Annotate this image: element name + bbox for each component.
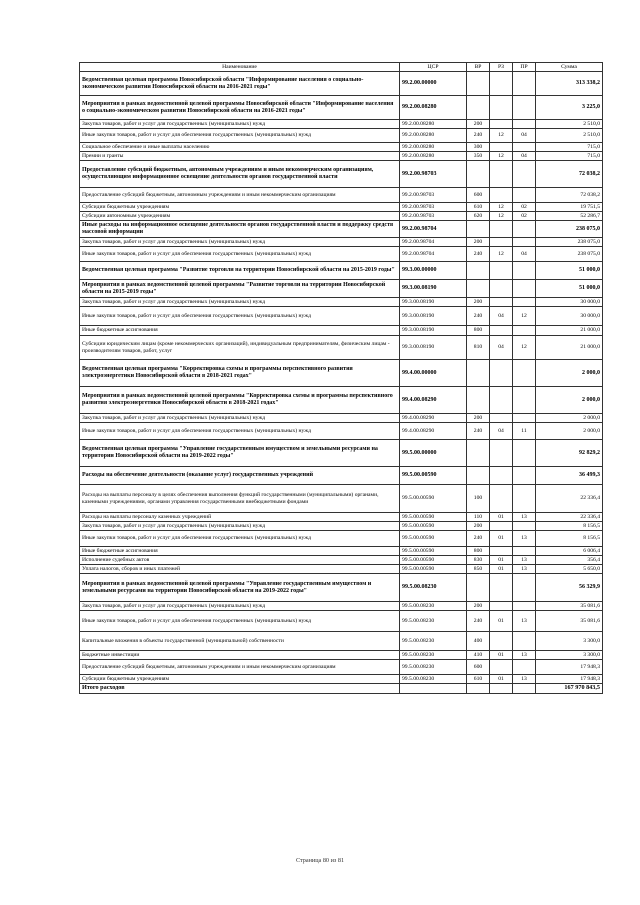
table-row bbox=[80, 96, 603, 120]
cell-name: Субсидии бюджетным учреждениям bbox=[80, 203, 400, 212]
cell-pr bbox=[513, 72, 536, 96]
table-row bbox=[80, 387, 603, 414]
cell-rz bbox=[490, 632, 513, 651]
cell-csr: 99.3.00.08190 bbox=[400, 298, 467, 307]
cell-vr bbox=[467, 440, 490, 467]
cell-csr: 99.5.00.00590 bbox=[400, 547, 467, 556]
cell-name: Исполнение судебных актов bbox=[80, 556, 400, 565]
cell-sum: 715,0 bbox=[536, 152, 603, 161]
cell-csr: 99.5.00.08230 bbox=[400, 651, 467, 660]
cell-sum: 30 000,0 bbox=[536, 307, 603, 326]
cell-rz bbox=[490, 485, 513, 513]
table-row bbox=[80, 414, 603, 423]
cell-sum: 22 336,4 bbox=[536, 513, 603, 522]
table-row bbox=[80, 212, 603, 221]
cell-csr: 99.2.00.98704 bbox=[400, 238, 467, 247]
header-pr: ПР bbox=[513, 63, 536, 72]
cell-rz: 04 bbox=[490, 423, 513, 440]
cell-name: Социальное обеспечение и иные выплаты населению bbox=[80, 143, 400, 152]
cell-sum: 17 948,3 bbox=[536, 675, 603, 684]
cell-sum: 92 829,2 bbox=[536, 440, 603, 467]
cell-name: Иные расходы на информационное освещение деятельности органов государственной власти и поддержку средств массовой информации bbox=[80, 221, 400, 238]
cell-sum: 2 510,0 bbox=[536, 129, 603, 143]
cell-sum: 22 336,4 bbox=[536, 485, 603, 513]
cell-pr: 11 bbox=[513, 423, 536, 440]
cell-name: Закупка товаров, работ и услуг для государственных (муниципальных) нужд bbox=[80, 238, 400, 247]
cell-name: Закупка товаров, работ и услуг для государственных (муниципальных) нужд bbox=[80, 602, 400, 611]
cell-name: Иные закупки товаров, работ и услуг для обеспечения государственных (муниципальных) нужд bbox=[80, 423, 400, 440]
table-row bbox=[80, 547, 603, 556]
cell-pr bbox=[513, 326, 536, 336]
cell-pr bbox=[513, 96, 536, 120]
table-row bbox=[80, 632, 603, 651]
cell-pr: 13 bbox=[513, 513, 536, 522]
cell-csr: 99.2.00.08280 bbox=[400, 129, 467, 143]
cell-vr: 240 bbox=[467, 307, 490, 326]
table-row bbox=[80, 326, 603, 336]
cell-sum: 52 286,7 bbox=[536, 212, 603, 221]
table-row bbox=[80, 513, 603, 522]
cell-sum: 3 300,0 bbox=[536, 651, 603, 660]
cell-vr: 610 bbox=[467, 675, 490, 684]
table-row bbox=[80, 602, 603, 611]
cell-pr bbox=[513, 440, 536, 467]
cell-vr: 100 bbox=[467, 485, 490, 513]
cell-pr bbox=[513, 414, 536, 423]
cell-pr bbox=[513, 485, 536, 513]
table-row bbox=[80, 485, 603, 513]
total-label: Итого расходов bbox=[80, 684, 400, 694]
cell-vr: 240 bbox=[467, 247, 490, 262]
cell-vr bbox=[467, 387, 490, 414]
cell-sum: 2 000,0 bbox=[536, 414, 603, 423]
cell-csr: 99.5.00.00590 bbox=[400, 556, 467, 565]
table-row bbox=[80, 72, 603, 96]
cell-rz: 01 bbox=[490, 675, 513, 684]
cell-sum: 36 499,3 bbox=[536, 467, 603, 485]
cell-vr: 410 bbox=[467, 651, 490, 660]
cell-rz bbox=[490, 360, 513, 387]
table-row bbox=[80, 221, 603, 238]
total-sum: 167 970 843,5 bbox=[536, 684, 603, 694]
cell-rz bbox=[490, 120, 513, 129]
header-sum: Сумма bbox=[536, 63, 603, 72]
table-row bbox=[80, 203, 603, 212]
cell-name: Мероприятия в рамках ведомственной целевой программы "Управление государственным имуществом и земельными ресурсами на территории Новосибирской области на 2019-2022 годы" bbox=[80, 574, 400, 602]
table-row bbox=[80, 423, 603, 440]
cell-csr: 99.2.00.08280 bbox=[400, 143, 467, 152]
cell-csr: 99.3.00.08190 bbox=[400, 280, 467, 298]
cell-pr: 02 bbox=[513, 212, 536, 221]
cell-pr: 13 bbox=[513, 531, 536, 547]
cell-sum: 51 000,0 bbox=[536, 262, 603, 280]
cell-sum: 56 329,9 bbox=[536, 574, 603, 602]
cell-vr: 110 bbox=[467, 513, 490, 522]
cell-rz: 01 bbox=[490, 651, 513, 660]
cell-vr bbox=[467, 161, 490, 188]
cell-pr bbox=[513, 574, 536, 602]
cell-pr bbox=[513, 660, 536, 675]
cell-rz bbox=[490, 547, 513, 556]
cell-vr: 200 bbox=[467, 120, 490, 129]
cell-vr: 600 bbox=[467, 660, 490, 675]
cell-sum: 30 000,0 bbox=[536, 298, 603, 307]
cell-sum: 17 948,3 bbox=[536, 660, 603, 675]
header-vr: ВР bbox=[467, 63, 490, 72]
table-row bbox=[80, 307, 603, 326]
cell-sum: 19 751,5 bbox=[536, 203, 603, 212]
cell-rz bbox=[490, 72, 513, 96]
cell-rz bbox=[490, 238, 513, 247]
cell-name: Иные закупки товаров, работ и услуг для обеспечения государственных (муниципальных) нужд bbox=[80, 531, 400, 547]
cell-vr: 350 bbox=[467, 152, 490, 161]
table-row bbox=[80, 298, 603, 307]
cell-pr bbox=[513, 188, 536, 203]
cell-csr: 99.5.00.08230 bbox=[400, 602, 467, 611]
cell-sum: 35 081,6 bbox=[536, 611, 603, 632]
cell-rz: 12 bbox=[490, 129, 513, 143]
cell-sum: 6 006,4 bbox=[536, 547, 603, 556]
cell-csr: 99.2.00.98703 bbox=[400, 188, 467, 203]
cell-sum: 3 300,0 bbox=[536, 632, 603, 651]
table-header-row bbox=[80, 63, 603, 72]
table-row bbox=[80, 360, 603, 387]
cell-sum: 72 038,2 bbox=[536, 161, 603, 188]
cell-pr: 04 bbox=[513, 152, 536, 161]
cell-rz: 01 bbox=[490, 565, 513, 574]
cell-rz bbox=[490, 414, 513, 423]
cell-rz bbox=[490, 96, 513, 120]
cell-vr: 200 bbox=[467, 238, 490, 247]
table-row bbox=[80, 262, 603, 280]
cell-pr bbox=[513, 522, 536, 531]
cell-pr bbox=[513, 280, 536, 298]
cell-rz bbox=[490, 326, 513, 336]
cell-csr: 99.5.00.00590 bbox=[400, 531, 467, 547]
cell-name: Расходы на выплаты персоналу казенных учреждений bbox=[80, 513, 400, 522]
cell-name: Субсидии автономным учреждениям bbox=[80, 212, 400, 221]
cell-vr: 620 bbox=[467, 212, 490, 221]
table-row bbox=[80, 651, 603, 660]
cell-csr: 99.3.00.00000 bbox=[400, 262, 467, 280]
cell-sum: 35 081,6 bbox=[536, 602, 603, 611]
cell-pr: 12 bbox=[513, 336, 536, 360]
cell-vr: 400 bbox=[467, 632, 490, 651]
cell-sum: 51 000,0 bbox=[536, 280, 603, 298]
table-row bbox=[80, 336, 603, 360]
cell-name: Иные закупки товаров, работ и услуг для обеспечения государственных (муниципальных) нужд bbox=[80, 247, 400, 262]
cell-vr bbox=[467, 96, 490, 120]
cell-vr bbox=[467, 574, 490, 602]
cell-name: Премии и гранты bbox=[80, 152, 400, 161]
cell-name: Закупка товаров, работ и услуг для государственных (муниципальных) нужд bbox=[80, 298, 400, 307]
cell-pr bbox=[513, 387, 536, 414]
cell-csr: 99.2.00.00000 bbox=[400, 72, 467, 96]
table-row bbox=[80, 161, 603, 188]
cell-rz: 01 bbox=[490, 513, 513, 522]
table-row bbox=[80, 129, 603, 143]
cell-csr: 99.5.00.00000 bbox=[400, 440, 467, 467]
cell-vr bbox=[467, 262, 490, 280]
cell-pr: 12 bbox=[513, 307, 536, 326]
cell-vr bbox=[467, 72, 490, 96]
cell-csr: 99.4.00.08290 bbox=[400, 414, 467, 423]
cell-sum: 238 075,0 bbox=[536, 247, 603, 262]
cell-vr: 200 bbox=[467, 414, 490, 423]
cell-name: Закупка товаров, работ и услуг для государственных (муниципальных) нужд bbox=[80, 414, 400, 423]
cell-csr: 99.5.00.00590 bbox=[400, 565, 467, 574]
cell-csr: 99.2.00.98703 bbox=[400, 212, 467, 221]
cell-pr bbox=[513, 602, 536, 611]
cell-vr: 800 bbox=[467, 547, 490, 556]
cell-csr: 99.2.00.08280 bbox=[400, 120, 467, 129]
table-row bbox=[80, 660, 603, 675]
cell-vr: 850 bbox=[467, 565, 490, 574]
cell-pr bbox=[513, 161, 536, 188]
cell-sum: 313 338,2 bbox=[536, 72, 603, 96]
header-csr: ЦСР bbox=[400, 63, 467, 72]
cell-name: Капитальные вложения в объекты государственной (муниципальной) собственности bbox=[80, 632, 400, 651]
cell-vr: 200 bbox=[467, 298, 490, 307]
page-footer: Страница 80 из 81 bbox=[295, 857, 345, 864]
cell-name: Бюджетные инвестиции bbox=[80, 651, 400, 660]
cell-vr: 200 bbox=[467, 602, 490, 611]
cell-pr bbox=[513, 547, 536, 556]
table-row bbox=[80, 522, 603, 531]
cell-name: Предоставление субсидий бюджетным, автономным учреждениям и иным некоммерческим организациям bbox=[80, 188, 400, 203]
cell-pr bbox=[513, 143, 536, 152]
cell-pr bbox=[513, 360, 536, 387]
cell-csr: 99.3.00.08190 bbox=[400, 307, 467, 326]
total-row bbox=[80, 684, 603, 694]
cell-vr: 610 bbox=[467, 203, 490, 212]
cell-rz: 12 bbox=[490, 203, 513, 212]
cell-csr: 99.5.00.08230 bbox=[400, 632, 467, 651]
cell-name: Предоставление субсидий бюджетным, автономным учреждениям и иным некоммерческим организациям bbox=[80, 660, 400, 675]
table-row bbox=[80, 611, 603, 632]
cell-csr: 99.2.00.98704 bbox=[400, 221, 467, 238]
cell-pr bbox=[513, 298, 536, 307]
cell-rz bbox=[490, 574, 513, 602]
cell-rz bbox=[490, 143, 513, 152]
cell-sum: 238 075,0 bbox=[536, 221, 603, 238]
cell-rz: 04 bbox=[490, 307, 513, 326]
cell-name: Иные бюджетные ассигнования bbox=[80, 326, 400, 336]
cell-vr: 200 bbox=[467, 522, 490, 531]
cell-rz: 12 bbox=[490, 247, 513, 262]
cell-name: Мероприятия в рамках ведомственной целевой программы "Корректировка схемы и программы перспективного развития электроэнергетики Новосибирской области в 2018-2021 годах" bbox=[80, 387, 400, 414]
cell-rz: 04 bbox=[490, 336, 513, 360]
cell-sum: 3 225,0 bbox=[536, 96, 603, 120]
cell-name: Иные закупки товаров, работ и услуг для обеспечения государственных (муниципальных) нужд bbox=[80, 611, 400, 632]
budget-table bbox=[79, 62, 603, 694]
cell-csr: 99.2.00.98703 bbox=[400, 203, 467, 212]
cell-name: Закупка товаров, работ и услуг для государственных (муниципальных) нужд bbox=[80, 120, 400, 129]
cell-vr bbox=[467, 467, 490, 485]
cell-csr: 99.2.00.08280 bbox=[400, 96, 467, 120]
cell-rz bbox=[490, 440, 513, 467]
table-row bbox=[80, 440, 603, 467]
cell-pr bbox=[513, 221, 536, 238]
cell-csr: 99.4.00.08290 bbox=[400, 387, 467, 414]
cell-rz: 01 bbox=[490, 611, 513, 632]
cell-name: Субсидии юридическим лицам (кроме некоммерческих организаций), индивидуальным предпринимателям, физическим лицам - производителям товаров, работ, услуг bbox=[80, 336, 400, 360]
cell-rz: 12 bbox=[490, 152, 513, 161]
cell-sum: 21 000,0 bbox=[536, 336, 603, 360]
cell-vr: 810 bbox=[467, 336, 490, 360]
table-row bbox=[80, 143, 603, 152]
cell-name: Иные закупки товаров, работ и услуг для обеспечения государственных (муниципальных) нужд bbox=[80, 307, 400, 326]
cell-rz bbox=[490, 522, 513, 531]
table-row bbox=[80, 247, 603, 262]
cell-csr: 99.3.00.08190 bbox=[400, 336, 467, 360]
cell-sum: 2 000,0 bbox=[536, 423, 603, 440]
cell-pr bbox=[513, 467, 536, 485]
table-row bbox=[80, 188, 603, 203]
cell-pr: 04 bbox=[513, 129, 536, 143]
table-row bbox=[80, 531, 603, 547]
cell-name: Расходы на выплаты персоналу в целях обеспечения выполнения функций государственными (муниципальными) органами, казенными учреждениями, органами управления государственными внебюджетными фондами bbox=[80, 485, 400, 513]
cell-name: Расходы на обеспечение деятельности (оказание услуг) государственных учреждений bbox=[80, 467, 400, 485]
cell-sum: 2 000,0 bbox=[536, 387, 603, 414]
cell-sum: 5 650,0 bbox=[536, 565, 603, 574]
header-name: Наименование bbox=[80, 63, 400, 72]
cell-name: Ведомственная целевая программа "Развитие торговли на территории Новосибирской области на 2015-2019 годы" bbox=[80, 262, 400, 280]
cell-vr: 830 bbox=[467, 556, 490, 565]
cell-name: Закупка товаров, работ и услуг для государственных (муниципальных) нужд bbox=[80, 522, 400, 531]
table-row bbox=[80, 565, 603, 574]
table-row bbox=[80, 556, 603, 565]
cell-pr: 02 bbox=[513, 203, 536, 212]
header-rz: РЗ bbox=[490, 63, 513, 72]
cell-rz bbox=[490, 602, 513, 611]
table-row bbox=[80, 467, 603, 485]
cell-sum: 715,0 bbox=[536, 143, 603, 152]
cell-sum: 238 075,0 bbox=[536, 238, 603, 247]
cell-vr: 240 bbox=[467, 531, 490, 547]
cell-csr: 99.5.00.00590 bbox=[400, 513, 467, 522]
cell-name: Ведомственная целевая программа "Управление государственным имуществом и земельными ресурсами на территории Новосибирской области на 2019-2022 годы" bbox=[80, 440, 400, 467]
cell-csr: 99.4.00.08290 bbox=[400, 423, 467, 440]
cell-sum: 72 038,2 bbox=[536, 188, 603, 203]
cell-csr: 99.5.00.00590 bbox=[400, 467, 467, 485]
cell-sum: 2 510,0 bbox=[536, 120, 603, 129]
cell-rz bbox=[490, 280, 513, 298]
cell-rz bbox=[490, 660, 513, 675]
cell-rz: 01 bbox=[490, 556, 513, 565]
cell-rz bbox=[490, 262, 513, 280]
cell-pr bbox=[513, 632, 536, 651]
cell-pr: 13 bbox=[513, 675, 536, 684]
cell-sum: 2 000,0 bbox=[536, 360, 603, 387]
cell-vr: 800 bbox=[467, 326, 490, 336]
cell-rz bbox=[490, 298, 513, 307]
cell-pr: 13 bbox=[513, 556, 536, 565]
cell-vr bbox=[467, 360, 490, 387]
cell-pr bbox=[513, 120, 536, 129]
cell-pr: 04 bbox=[513, 247, 536, 262]
table-row bbox=[80, 152, 603, 161]
cell-rz bbox=[490, 161, 513, 188]
cell-vr: 300 bbox=[467, 143, 490, 152]
cell-name: Ведомственная целевая программа "Корректировка схемы и программы перспективного развития электроэнергетики Новосибирской области в 2018-2021 годах" bbox=[80, 360, 400, 387]
cell-csr: 99.5.00.08230 bbox=[400, 660, 467, 675]
cell-vr: 600 bbox=[467, 188, 490, 203]
cell-name: Мероприятия в рамках ведомственной целевой программы Новосибирской области "Информирование населения о социально-экономическом развитии Новосибирской области на 2016-2021 годы" bbox=[80, 96, 400, 120]
cell-name: Иные бюджетные ассигнования bbox=[80, 547, 400, 556]
table-row bbox=[80, 120, 603, 129]
cell-rz: 01 bbox=[490, 531, 513, 547]
cell-name: Уплата налогов, сборов и иных платежей bbox=[80, 565, 400, 574]
cell-rz bbox=[490, 221, 513, 238]
cell-name: Мероприятия в рамках ведомственной целевой программы "Развитие торговли на территории Новосибирской области на 2015-2019 годы" bbox=[80, 280, 400, 298]
table-row bbox=[80, 280, 603, 298]
cell-name: Субсидии бюджетным учреждениям bbox=[80, 675, 400, 684]
cell-pr: 13 bbox=[513, 565, 536, 574]
cell-vr bbox=[467, 280, 490, 298]
cell-csr: 99.5.00.00590 bbox=[400, 522, 467, 531]
cell-sum: 8 156,5 bbox=[536, 531, 603, 547]
cell-name: Ведомственная целевая программа Новосибирской области "Информирование населения о социально-экономическом развитии Новосибирской области на 2016-2021 годы" bbox=[80, 72, 400, 96]
cell-rz: 12 bbox=[490, 212, 513, 221]
table-row bbox=[80, 574, 603, 602]
cell-csr: 99.5.00.08230 bbox=[400, 611, 467, 632]
cell-sum: 8 156,5 bbox=[536, 522, 603, 531]
cell-rz bbox=[490, 188, 513, 203]
cell-pr bbox=[513, 262, 536, 280]
cell-csr: 99.4.00.00000 bbox=[400, 360, 467, 387]
cell-name: Иные закупки товаров, работ и услуг для обеспечения государственных (муниципальных) нужд bbox=[80, 129, 400, 143]
cell-csr: 99.2.00.98703 bbox=[400, 161, 467, 188]
cell-sum: 21 000,0 bbox=[536, 326, 603, 336]
cell-vr: 240 bbox=[467, 611, 490, 632]
cell-csr: 99.3.00.08190 bbox=[400, 326, 467, 336]
cell-rz bbox=[490, 467, 513, 485]
cell-rz bbox=[490, 387, 513, 414]
cell-name: Предоставление субсидий бюджетным, автономным учреждениям и иным некоммерческим организациям, осуществляющим информационное освещение деятельности органов государственной власти bbox=[80, 161, 400, 188]
cell-vr: 240 bbox=[467, 423, 490, 440]
cell-pr: 13 bbox=[513, 651, 536, 660]
cell-pr: 13 bbox=[513, 611, 536, 632]
cell-vr bbox=[467, 221, 490, 238]
cell-csr: 99.5.00.08230 bbox=[400, 574, 467, 602]
cell-vr: 240 bbox=[467, 129, 490, 143]
table-row bbox=[80, 675, 603, 684]
table-body bbox=[80, 72, 603, 684]
cell-csr: 99.2.00.08280 bbox=[400, 152, 467, 161]
table-row bbox=[80, 238, 603, 247]
cell-csr: 99.5.00.08230 bbox=[400, 675, 467, 684]
cell-csr: 99.2.00.98704 bbox=[400, 247, 467, 262]
cell-csr: 99.5.00.00590 bbox=[400, 485, 467, 513]
cell-pr bbox=[513, 238, 536, 247]
cell-sum: 356,4 bbox=[536, 556, 603, 565]
